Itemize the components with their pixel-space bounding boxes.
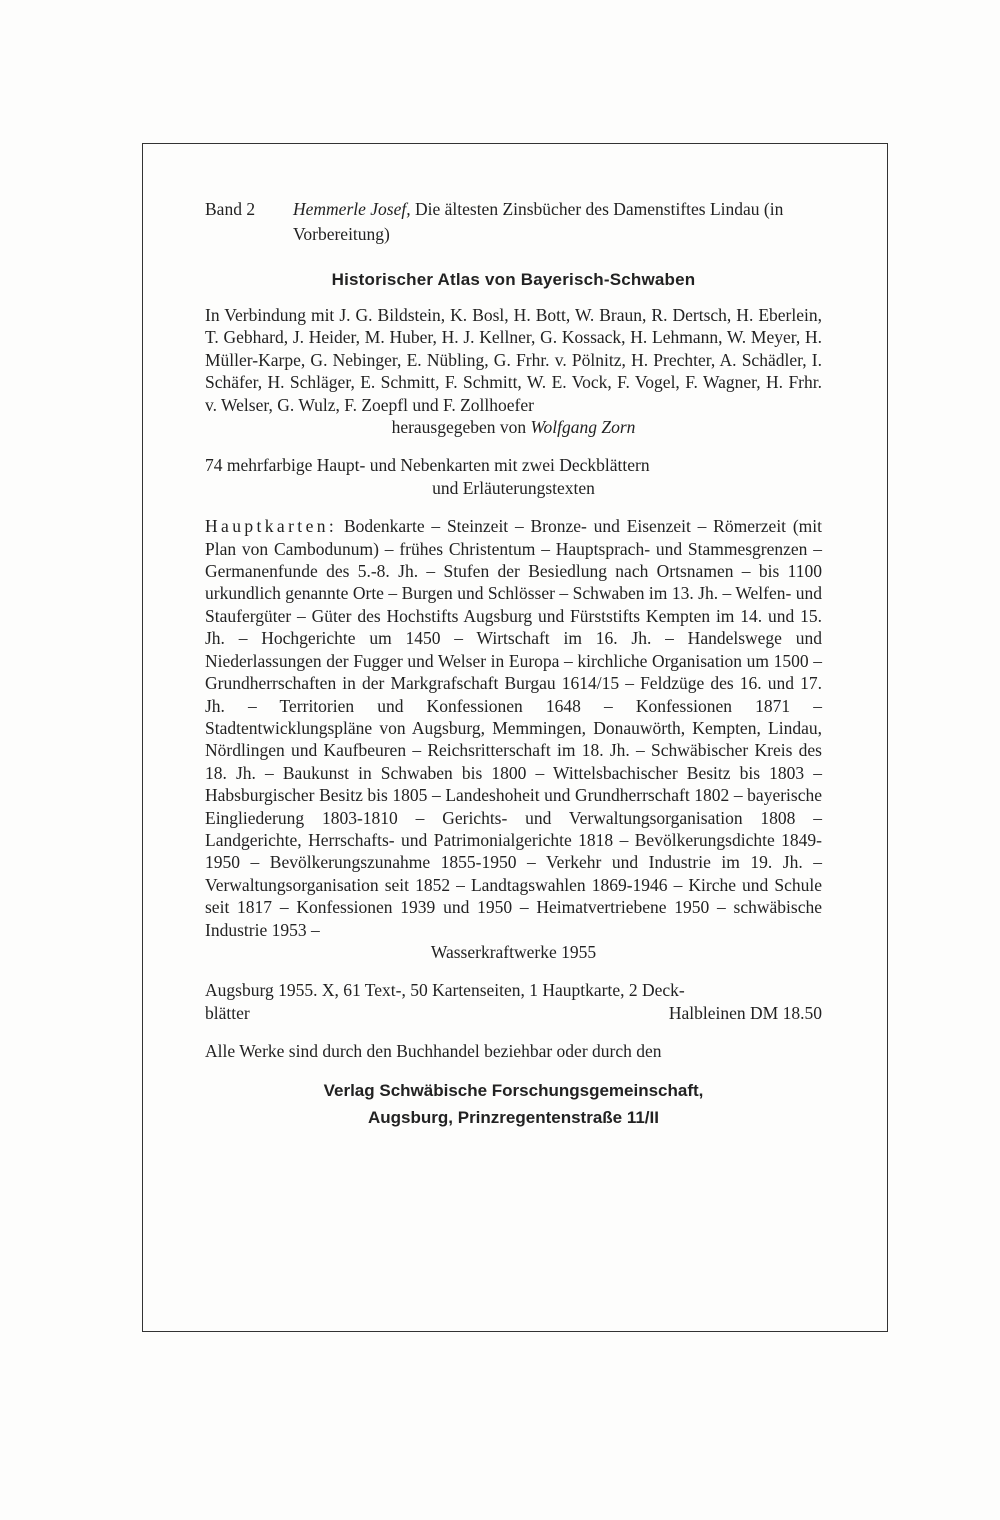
atlas-title: Historischer Atlas von Bayerisch-Schwaben [331,270,696,289]
band-author: Hemmerle Josef, [293,199,411,219]
publisher-name: Verlag Schwäbische Forschungsgemeinschaft, [323,1080,704,1100]
band-label: Band 2 [205,199,256,219]
publication-line-2-left: blätter [205,1002,250,1023]
publisher-address: Augsburg, Prinzregentenstraße 11/II [368,1107,659,1127]
editor-prefix: herausgegeben von [391,417,527,438]
price: Halbleinen DM 18.50 [668,1002,822,1023]
atlas-contributors: In Verbindung mit J. G. Bildstein, K. Bosl, H. Bott, W. Braun, R. Dertsch, H. Eberlein, T. Gebhard, J. Heider, M. Huber, H. J. Kellner, G. Kossack, H. Lehmann, W. Meyer, H. Müller-Karpe, G. Nebinger, E. Nübling, G. Frhr. v. Pölnitz, H. Prechter, A. Schädler, I. Schäfer, H. Schläger, E. Schmitt, F. Schmitt, W. E. Vock, F. Vogel, F. Wagner, H. Frhr. v. Welser, G. Wulz, F. Zoepfl und F. Zollhoefer [205,305,822,415]
maps-line-2: und Erläuterungstexten [432,477,595,498]
publication-line-1: Augsburg 1955. X, 61 Text-, 50 Kartenseiten, 1 Hauptkarte, 2 Deck- [205,980,685,1001]
page-content [205,197,822,1131]
publisher-block [205,1077,822,1131]
availability-note: Alle Werke sind durch den Buchhandel beziehbar oder durch den [205,1041,662,1062]
band-title: Die ältesten Zinsbücher des Damenstiftes Lindau (in Vorbereitung) [293,199,784,244]
hauptkarten-text: Bodenkarte – Steinzeit – Bronze- und Eisenzeit – Römerzeit (mit Plan von Cambodunum) – frühes Christentum – Hauptsprach- und Stammesgrenzen – Germanenfunde des 5.-8. Jh. – Stufen der Besiedlung nach Ortsnamen – bis 1100 urkundlich genannte Orte – Burgen und Schlösser – Schwaben im 13. Jh. – Welfen- und Staufergüter – Güter des Hochstifts Augsburg und Fürststifts Kempten im 14. und 15. Jh. – Hochgerichte um 1450 – Wirtschaft im 16. Jh. – Handelswege und Niederlassungen der Fugger und Welser in Europa – kirchliche Organisation um 1500 – Grundherrschaften in der Markgrafschaft Burgau 1614/15 – Feldzüge des 16. und 17. Jh. – Territorien und Konfessionen 1648 – Konfessionen 1871 – Stadtentwicklungspläne von Augsburg, Memmingen, Donauwörth, Kempten, Lindau, Nördlingen und Kaufbeuren – Reichsritterschaft im 18. Jh. – Schwäbischer Kreis des 18. Jh. – Baukunst in Schwaben bis 1800 – Wittelsbachischer Besitz bis 1803 – Habsburgischer Besitz bis 1805 – Landeshoheit und Grundherrschaft 1802 – bayerische Eingliederung 1803-1810 – Gerichts- und Verwaltungsorganisation 1808 – Landgerichte, Herrschafts- und Patrimonialgerichte 1818 – Bevölkerungsdichte 1849-1950 – Bevölkerungszunahme 1855-1950 – Verkehr und Industrie im 19. Jh. – Verwaltungsorganisation seit 1852 – Landtagswahlen 1869-1946 – Kirche und Schule seit 1817 – Konfessionen 1939 und 1950 – Heimatvertriebene 1950 – schwäbische Industrie 1953 – [205,516,822,940]
hauptkarten-last: Wasserkraftwerke 1955 [430,941,597,962]
publication-line-2 [205,1002,822,1024]
band-entry [205,197,822,247]
hauptkarten-list [205,515,822,941]
atlas-editor [205,416,822,438]
hauptkarten-label: Hauptkarten: [205,516,338,537]
editor-name: Wolfgang Zorn [530,417,636,438]
maps-line-1: 74 mehrfarbige Haupt- und Nebenkarten mit zwei Deckblättern [205,455,650,476]
